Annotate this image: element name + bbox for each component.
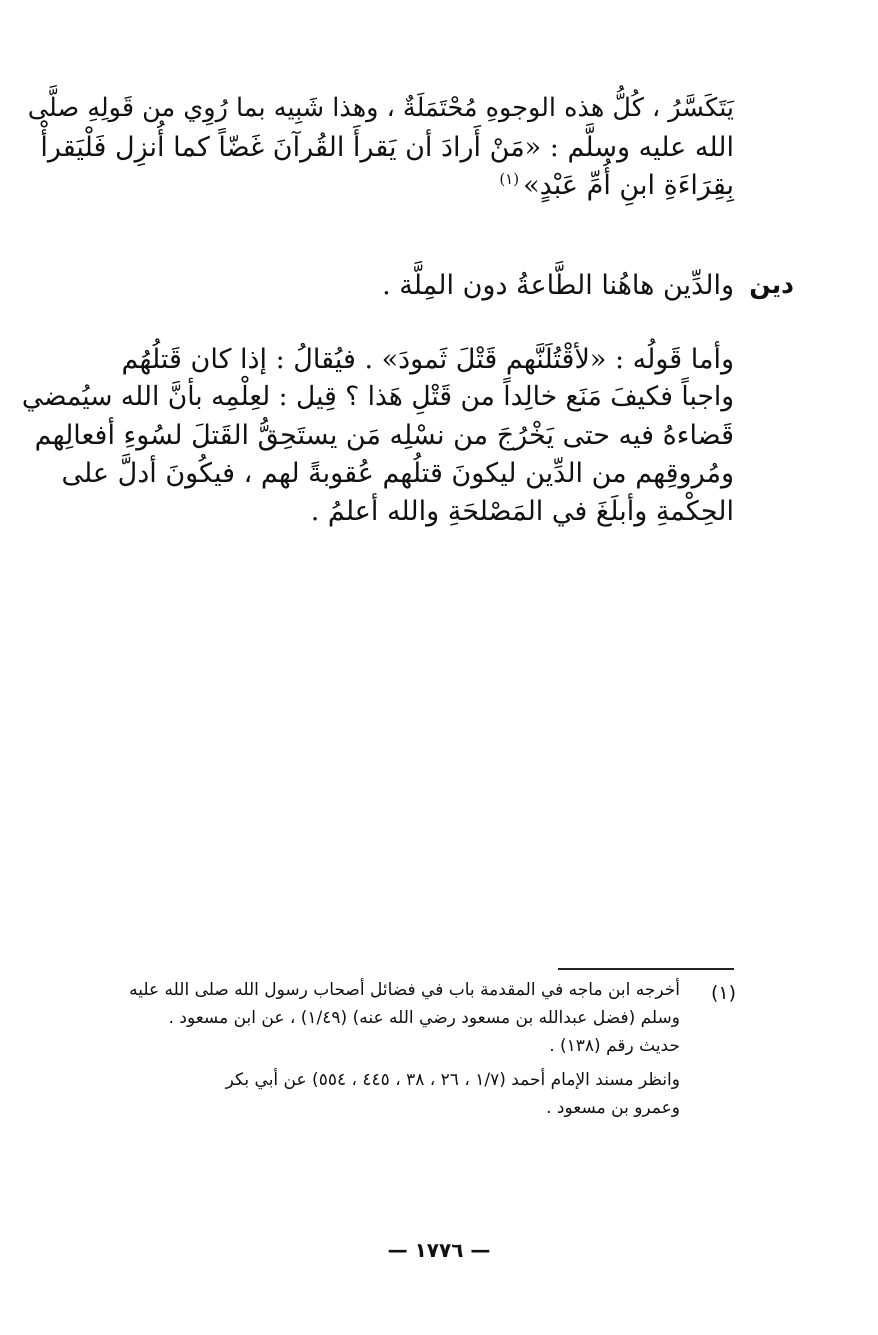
footnote-1-extra-line-1: وانظر مسند الإمام أحمد (١/٧ ، ٢٦ ، ٣٨ ، ٤٤٥ ، ٥٥٤) عن أبي بكر <box>225 1070 680 1090</box>
footnote-number-1: (١) <box>710 982 736 1004</box>
paragraph-1-line-2: الله عليه وسلَّم : «مَنْ أَرادَ أن يَقرأَ القُرآنَ غَضّاً كما أُنزِل فَلْيَقرأْ <box>40 132 734 163</box>
paragraph-3-line-5: الحِكْمةِ وأبلَغَ في المَصْلحَةِ والله أعلمُ . <box>310 496 734 527</box>
paragraph-2-line-1: والدِّين هاهُنا الطَّاعةُ دون المِلَّة . <box>382 270 734 301</box>
paragraph-3-line-1: وأما قَولُه : «لأقْتُلَنَّهم قَتْلَ ثَمودَ» . فيُقالُ : إذا كان قَتلُهُم <box>121 344 734 375</box>
paragraph-3-line-4: ومُروقِهم من الدِّين ليكونَ قتلُهم عُقوبةً لهم ، فيكُونَ أدلَّ على <box>61 458 734 489</box>
paragraph-1 <box>20 93 734 210</box>
paragraph-1-line-1: يَتَكَسَّرُ ، كُلُّ هذه الوجوهِ مُحْتَمَلَةٌ ، وهذا شَبِيه بما رُوِي من قَولِهِ صلَّى <box>27 93 734 123</box>
footnote-1-line-1: أخرجه ابن ماجه في المقدمة باب في فضائل أصحاب رسول الله صلى الله عليه <box>129 980 680 1000</box>
paragraph-3-line-2: واجباً فكيفَ مَنَع خالِداً من قَتْلِ هَذا ؟ قِيل : لعِلْمِه بأنَّ الله سيُمضي <box>21 381 734 412</box>
footnote-divider <box>558 968 734 970</box>
footnote-1-line-2: وسلم (فضل عبدالله بن مسعود رضي الله عنه) (١/٤٩) ، عن ابن مسعود . <box>168 1008 680 1028</box>
footnote-1-body <box>20 982 680 1128</box>
paragraph-1-line-3 <box>20 172 734 210</box>
footnote-ref-1[interactable]: (١) <box>499 170 520 188</box>
footnote-1-line-3: حديث رقم (١٣٨) . <box>549 1036 680 1056</box>
paragraph-2 <box>20 272 734 310</box>
margin-keyword: دين <box>749 270 794 299</box>
page-number: — ١٧٧٦ — <box>387 1238 491 1262</box>
paragraph-3 <box>20 346 734 536</box>
footnote-1-extra-line-2: وعمرو بن مسعود . <box>546 1098 680 1118</box>
paragraph-1-line-3-text: بِقِرَاءَةِ ابنِ أُمِّ عَبْدٍ» <box>523 170 734 201</box>
paragraph-3-line-3: قَضاءهُ فيه حتى يَخْرُجَ من نسْلِه مَن يستَحِقُّ القَتلَ لسُوءِ أفعالِهم <box>34 420 734 451</box>
